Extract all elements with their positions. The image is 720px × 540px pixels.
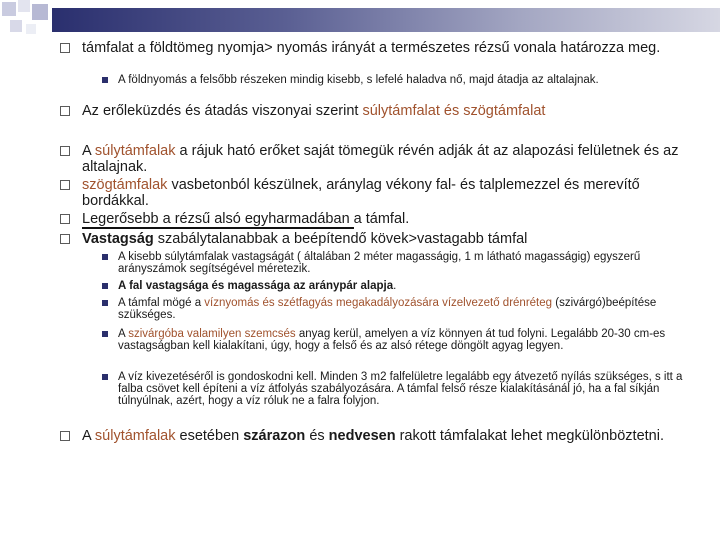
text-run: A földnyomás a felsőbb részeken mindig kisebb, s lefelé haladva nő, majd átadja az altalajnak.	[118, 74, 599, 86]
text-run: rakott támfalakat lehet megkülönböztetni.	[395, 428, 664, 444]
text-run: a támfal.	[353, 211, 410, 227]
sub-bullet-item	[118, 297, 686, 321]
bullet-item	[82, 177, 682, 209]
text-run: víznyomás és szétfagyás megakadályozására vízelvezető drénréteg	[204, 297, 553, 309]
sub-bullet-item	[118, 74, 686, 86]
bullet-item	[82, 231, 682, 247]
bullet-item	[82, 40, 682, 56]
text-run: (szivárgó)beépítése szükséges.	[118, 297, 657, 321]
text-run: A fal vastagsága és magassága az aránypár alapja	[118, 280, 394, 292]
text-run: nedvesen	[328, 428, 396, 444]
sub-bullet-item	[118, 328, 686, 352]
hollow-square-bullet-icon	[60, 180, 70, 190]
text-run: Legerősebb a rézsű alsó egyharmadában	[82, 211, 354, 227]
text-run: A	[82, 428, 95, 444]
text-run: támfalat a földtömeg nyomja> nyomás irányát a természetes rézsű vonala határozza meg.	[82, 40, 661, 56]
text-run: Vastagság	[82, 231, 154, 247]
text-run: A víz kivezetéséről is gondoskodni kell. Minden 3 m2 falfelületre legalább egy átvezető nyílás szükséges, s itt a falba csövet kell építeni a víz átfolyás szabályozására. A támfal felső része kialakításánál jó, ha a fal síkján túlnyúlnak, azért, hogy a víz róluk ne a falra folyjon.	[118, 371, 683, 407]
text-run: súlytámfalak	[94, 428, 176, 444]
text-run: esetében	[175, 428, 244, 444]
text-run: és	[305, 428, 329, 444]
text-run: szivárgóba valamilyen szemcsés	[128, 328, 296, 340]
filled-square-bullet-icon	[102, 331, 108, 337]
bullet-item	[82, 428, 682, 444]
hollow-square-bullet-icon	[60, 431, 70, 441]
filled-square-bullet-icon	[102, 254, 108, 260]
text-run: vasbetonból készülnek, aránylag vékony fal- és talplemezzel és merevítő bordákkal.	[82, 177, 640, 209]
text-run: súlytámfalat és szögtámfalat	[362, 103, 546, 119]
bullet-item	[82, 103, 682, 119]
hollow-square-bullet-icon	[60, 43, 70, 53]
filled-square-bullet-icon	[102, 283, 108, 289]
hollow-square-bullet-icon	[60, 234, 70, 244]
filled-square-bullet-icon	[102, 77, 108, 83]
text-run: Az erőleküzdés és átadás viszonyai szerint	[82, 103, 363, 119]
text-run: .	[393, 280, 397, 292]
sub-bullet-item	[118, 371, 686, 407]
hollow-square-bullet-icon	[60, 214, 70, 224]
filled-square-bullet-icon	[102, 300, 108, 306]
text-run: súlytámfalak	[94, 143, 176, 159]
text-run: szögtámfalak	[82, 177, 168, 193]
hollow-square-bullet-icon	[60, 106, 70, 116]
filled-square-bullet-icon	[102, 374, 108, 380]
hollow-square-bullet-icon	[60, 146, 70, 156]
text-run: A kisebb súlytámfalak vastagságát ( általában 2 méter magasságig, 1 m látható magasságig) egyszerű arányszámok segítségével méretezik.	[118, 251, 641, 275]
text-run: A	[118, 328, 129, 340]
sub-bullet-item	[118, 251, 686, 275]
text-run: anyag kerül, amelyen a víz könnyen át tud folyni. Legalább 20-30 cm-es vastagságban kell kialakítani, úgy, hogy a felső és az alsó rétege döngölt agyag legyen.	[118, 328, 666, 352]
text-run: a rájuk ható erőket saját tömegük révén adják át az alapozási felületnek és az altalajnak.	[82, 143, 679, 175]
text-run: A támfal mögé a	[118, 297, 205, 309]
bullet-item	[82, 143, 682, 175]
text-run: A	[82, 143, 95, 159]
text-run: szárazon	[243, 428, 306, 444]
text-run: szabálytalanabbak a beépítendő kövek>vastagabb támfal	[153, 231, 528, 247]
sub-bullet-item	[118, 280, 686, 292]
bullet-item	[82, 211, 682, 227]
